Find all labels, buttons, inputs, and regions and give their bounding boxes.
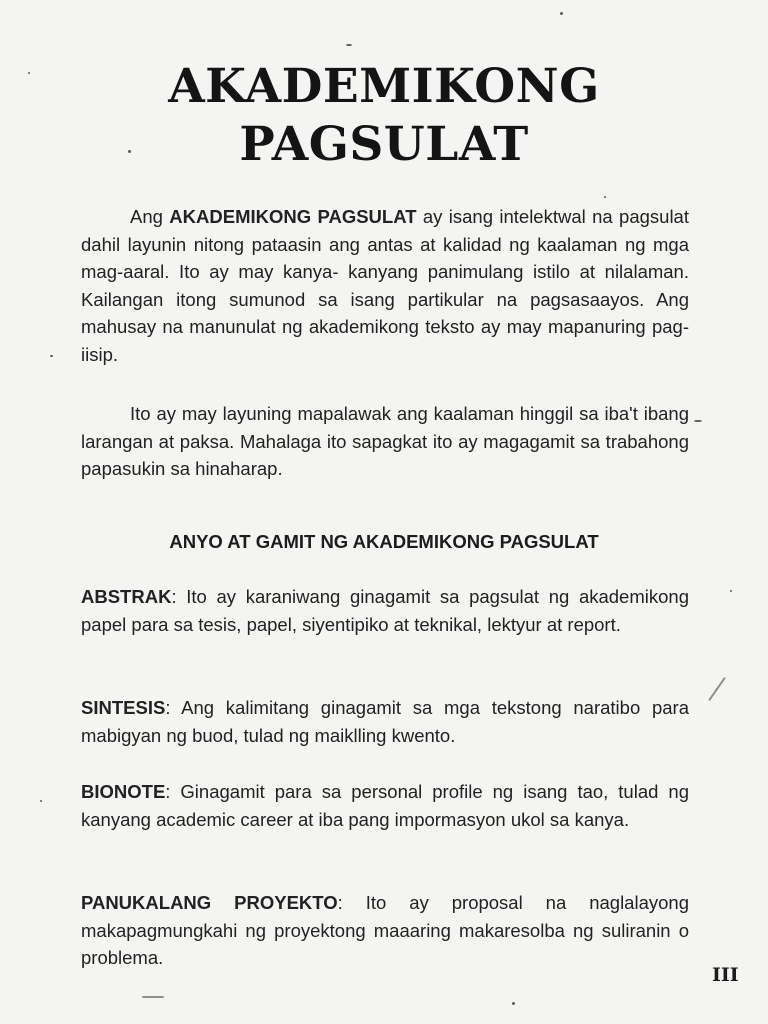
intro-prefix: Ang bbox=[130, 206, 170, 227]
title-line-2: PAGSULAT bbox=[239, 117, 529, 172]
intro-bold-term: AKADEMIKONG PAGSULAT bbox=[169, 206, 417, 227]
definition-sintesis bbox=[81, 694, 689, 749]
definition-text: : Ginagamit para sa personal profile ng isang tao, tulad ng kanyang academic career at iba pang impormasyon ukol sa kanya. bbox=[81, 781, 689, 830]
definition-abstrak bbox=[81, 583, 689, 638]
intro-paragraph-2: Ito ay may layuning mapalawak ang kaalaman hinggil sa iba't ibang larangan at paksa. Mahalaga ito sapagkat ito ay magagamit sa trabahong papasukin sa hinaharap. bbox=[81, 403, 689, 479]
paper-speck bbox=[560, 12, 563, 15]
paper-speck bbox=[694, 420, 702, 422]
definition-term: BIONOTE bbox=[81, 781, 166, 802]
page-title bbox=[0, 58, 768, 174]
definition-term: ABSTRAK bbox=[81, 586, 172, 607]
definition-term: SINTESIS bbox=[81, 697, 166, 718]
definition-term: PANUKALANG PROYEKTO bbox=[81, 892, 338, 913]
title-line-1: AKADEMIKONG bbox=[168, 59, 600, 114]
definition-text: : Ang kalimitang ginagamit sa mga tekstong naratibo para mabigyan ng buod, tulad ng maiklling kwento. bbox=[81, 697, 689, 746]
paper-speck bbox=[346, 44, 352, 46]
paper-speck bbox=[142, 996, 164, 998]
definition-text: : Ito ay karaniwang ginagamit sa pagsulat ng akademikong papel para sa tesis, papel, siyentipiko at teknikal, lektyur at report. bbox=[81, 586, 689, 635]
paper-speck bbox=[40, 800, 42, 802]
paper-speck bbox=[50, 355, 53, 357]
paper-speck bbox=[512, 1002, 515, 1005]
section-heading: ANYO AT GAMIT NG AKADEMIKONG PAGSULAT bbox=[169, 531, 599, 552]
definition-bionote bbox=[81, 778, 689, 833]
paper-speck bbox=[730, 590, 732, 592]
paper-speck bbox=[708, 677, 726, 701]
intro-paragraph-1 bbox=[81, 203, 689, 368]
page-number: III bbox=[712, 964, 739, 986]
definition-text: : Ito ay proposal na naglalayong makapagmungkahi ng proyektong maaaring makaresolba ng suliranin o problema. bbox=[81, 892, 689, 968]
paper-speck bbox=[604, 196, 606, 198]
definition-panukalang-proyekto bbox=[81, 889, 689, 972]
intro-text: ay isang intelektwal na pagsulat dahil layunin nitong pataasin ang antas at kalidad ng kaalaman ng mga mag-aaral. Ito ay may kanya- kanyang panimulang istilo at nilalaman. Kailangan itong sumunod sa isang partikular na pagsasaayos. Ang mahusay na manunulat ng akademikong teksto ay may mapanuring pag-iisip. bbox=[81, 206, 689, 365]
